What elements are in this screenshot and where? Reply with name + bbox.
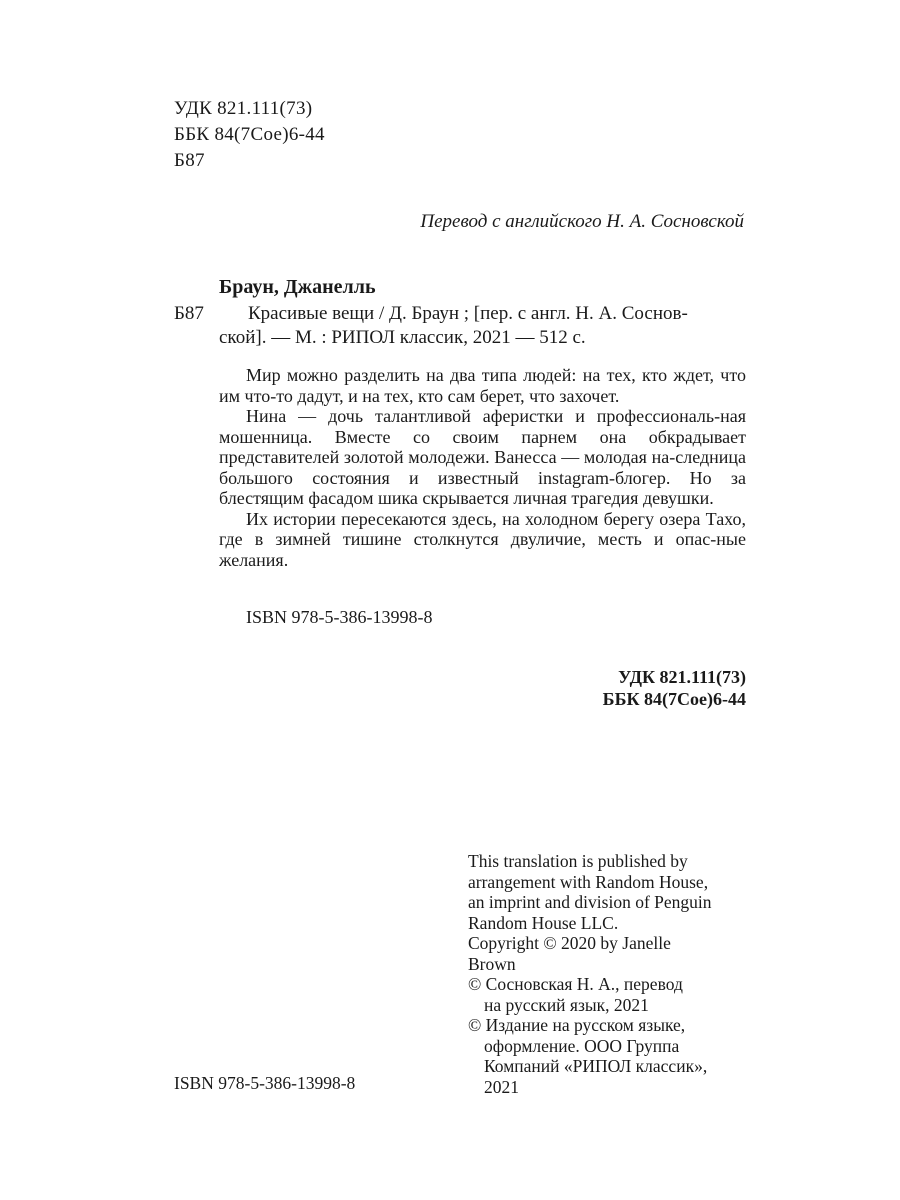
copyright-block (468, 851, 758, 1097)
copyright-line: Brown (468, 953, 516, 974)
entry-cutter-code: Б87 (174, 303, 204, 324)
entry-line-2: ской]. — М. : РИПОЛ классик, 2021 — 512 с. (219, 327, 586, 348)
entry-description (219, 302, 746, 350)
annotation-paragraph-2: Нина — дочь талантливой аферистки и профессиональ-ная мошенница. Вместе со своим парнем она обкрадывает представителей золотой молодежи. Ванесса — молодая на-следница большого состояния и известный instagram-блогер. Но за блестящим фасадом шика скрывается личная трагедия девушки. (219, 406, 746, 508)
copyright-line: Компаний «РИПОЛ классик», (484, 1056, 708, 1076)
copyright-line: 2021 (484, 1076, 519, 1097)
bibliographic-entry (174, 274, 746, 350)
isbn-entry: ISBN 978-5-386-13998-8 (246, 607, 433, 627)
bbk-code-bold: ББК 84(7Сое)6-44 (602, 689, 746, 709)
copyright-line: This translation is published by (468, 851, 688, 871)
classification-codes-top (174, 96, 325, 174)
copyright-line: arrangement with Random House, (468, 871, 709, 892)
copyright-line: © Сосновская Н. А., перевод (468, 974, 683, 994)
author-name: Браун, Джанелль (219, 276, 376, 298)
cutter-code: Б87 (174, 150, 205, 171)
translator-credit: Перевод с английского Н. А. Сосновской (420, 211, 744, 232)
entry-line-1: Красивые вещи / Д. Браун ; [пер. с англ. Н. А. Соснов- (248, 303, 688, 324)
classification-codes-bottom (500, 666, 746, 710)
udk-code-bold: УДК 821.111(73) (618, 667, 746, 687)
copyright-line: оформление. ООО Группа (484, 1035, 680, 1056)
copyright-line: © Издание на русском языке, (468, 1015, 686, 1035)
copyright-line: Random House LLC. (468, 912, 619, 933)
udk-code: УДК 821.111(73) (174, 98, 313, 119)
bbk-code: ББК 84(7Сое)6-44 (174, 124, 325, 145)
copyright-line: an imprint and division of Penguin (468, 892, 712, 912)
copyright-line: на русский язык, 2021 (484, 994, 649, 1015)
entry-body (174, 302, 746, 350)
annotation-paragraph-1: Мир можно разделить на два типа людей: на тех, кто ждет, что им что-то дадут, и на тех, кто сам берет, что захочет. (219, 365, 746, 406)
annotation-paragraph-3: Их истории пересекаются здесь, на холодном берегу озера Тахо, где в зимней тишине столкнутся двуличие, месть и опас-ные желания. (219, 508, 746, 570)
annotation (219, 365, 746, 570)
isbn-footer: ISBN 978-5-386-13998-8 (174, 1073, 356, 1093)
copyright-line: Copyright © 2020 by Janelle (468, 933, 671, 953)
